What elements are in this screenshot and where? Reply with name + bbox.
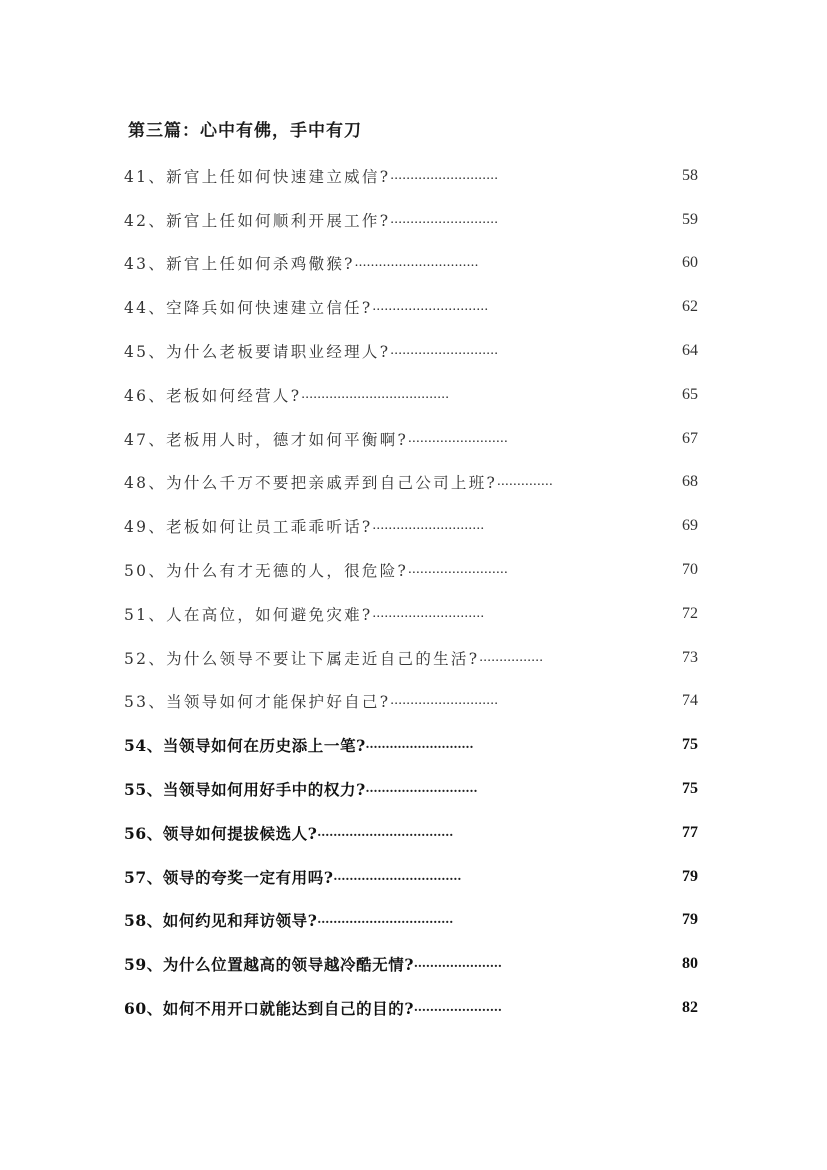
toc-entry-title: 48、为什么千万不要把亲戚弄到自己公司上班? <box>124 474 498 493</box>
toc-page-number: 75 <box>682 736 698 754</box>
toc-entry[interactable] <box>124 986 700 1030</box>
toc-page-number: 59 <box>682 210 698 228</box>
toc-entry-title: 51、人在高位，如何避免灾难? <box>124 605 373 624</box>
toc-entry[interactable] <box>124 373 700 417</box>
toc-leader-dots: ........................... <box>390 343 499 359</box>
toc-entry[interactable] <box>124 811 700 855</box>
toc-leader-dots: ............................ <box>372 605 485 621</box>
toc-entry-title: 49、老板如何让员工乖乖听话? <box>124 518 373 537</box>
toc-entry[interactable] <box>124 723 700 767</box>
toc-entry[interactable] <box>124 285 700 329</box>
toc-leader-dots: ........................... <box>390 693 499 709</box>
toc-page-number: 82 <box>682 999 698 1017</box>
toc-page-number: 74 <box>682 692 698 710</box>
toc-entry-title: 54、当领导如何在历史添上一笔? <box>124 736 366 756</box>
toc-entry-title: 52、为什么领导不要让下属走近自己的生活? <box>124 649 480 668</box>
toc-entry-title: 43、新官上任如何杀鸡儆猴? <box>124 255 355 274</box>
toc-leader-dots: ............................... <box>354 255 479 271</box>
toc-page-number: 73 <box>682 648 698 666</box>
toc-page-number: 60 <box>682 254 698 272</box>
toc-entry[interactable] <box>124 504 700 548</box>
toc-leader-dots: .............. <box>497 474 554 490</box>
toc-entry[interactable] <box>124 942 700 986</box>
toc-page-number: 67 <box>682 429 698 447</box>
toc-leader-dots: ........................... <box>390 211 499 227</box>
toc-entry[interactable] <box>124 855 700 899</box>
toc-leader-dots: .................................. <box>317 824 454 840</box>
toc-leader-dots: ............................ <box>372 518 485 534</box>
toc-leader-dots: ...................... <box>414 1000 503 1016</box>
toc-entry-title: 44、空降兵如何快速建立信任? <box>124 299 373 318</box>
toc-page-number: 62 <box>682 298 698 316</box>
toc-leader-dots: ...................... <box>414 956 503 972</box>
toc-entry[interactable] <box>124 636 700 680</box>
toc-entry-title: 53、当领导如何才能保护好自己? <box>124 693 391 712</box>
toc-entry-title: 50、为什么有才无德的人，很危险? <box>124 562 409 581</box>
toc-entry[interactable] <box>124 417 700 461</box>
toc-entry-title: 42、新官上任如何顺利开展工作? <box>124 211 391 230</box>
toc-entry[interactable] <box>124 329 700 373</box>
toc-entry[interactable] <box>124 198 700 242</box>
toc-page-number: 70 <box>682 561 698 579</box>
toc-leader-dots: ............................. <box>372 299 489 315</box>
toc-leader-dots: ........................... <box>390 167 499 183</box>
toc-page-number: 68 <box>682 473 698 491</box>
toc-page-number: 79 <box>682 867 698 885</box>
toc-entry[interactable] <box>124 461 700 505</box>
toc-entry-title: 45、为什么老板要请职业经理人? <box>124 343 391 362</box>
table-of-contents <box>124 154 700 1030</box>
toc-leader-dots: .................................. <box>317 912 454 928</box>
toc-page-number: 75 <box>682 780 698 798</box>
toc-entry-title: 55、当领导如何用好手中的权力? <box>124 780 366 800</box>
toc-entry-title: 41、新官上任如何快速建立威信? <box>124 167 391 186</box>
toc-entry[interactable] <box>124 548 700 592</box>
toc-entry[interactable] <box>124 680 700 724</box>
toc-leader-dots: ............................ <box>365 781 478 797</box>
toc-leader-dots: ..................................... <box>301 386 450 402</box>
toc-page-number: 72 <box>682 604 698 622</box>
toc-leader-dots: ........................... <box>365 737 474 753</box>
toc-entry[interactable] <box>124 899 700 943</box>
toc-page-number: 64 <box>682 342 698 360</box>
toc-page-number: 77 <box>682 823 698 841</box>
toc-entry-title: 47、老板用人时，德才如何平衡啊? <box>124 430 409 449</box>
toc-entry-title: 46、老板如何经营人? <box>124 386 302 405</box>
toc-leader-dots: ................ <box>479 649 544 665</box>
toc-entry-title: 57、领导的夸奖一定有用吗? <box>124 867 334 887</box>
toc-entry-title: 56、领导如何提拔候选人? <box>124 823 318 843</box>
toc-page-number: 58 <box>682 166 698 184</box>
toc-entry[interactable] <box>124 242 700 286</box>
toc-page-number: 79 <box>682 911 698 929</box>
toc-leader-dots: ......................... <box>408 562 509 578</box>
toc-entry-title: 59、为什么位置越高的领导越冷酷无情? <box>124 955 415 975</box>
toc-entry[interactable] <box>124 767 700 811</box>
toc-leader-dots: ......................... <box>408 430 509 446</box>
toc-page-number: 65 <box>682 385 698 403</box>
toc-entry[interactable] <box>124 592 700 636</box>
toc-entry[interactable] <box>124 154 700 198</box>
toc-entry-title: 60、如何不用开口就能达到自己的目的? <box>124 999 415 1019</box>
section-title: 第三篇：心中有佛，手中有刀 <box>128 121 362 141</box>
toc-entry-title: 58、如何约见和拜访领导? <box>124 911 318 931</box>
toc-page-number: 69 <box>682 517 698 535</box>
toc-leader-dots: ................................ <box>333 868 462 884</box>
toc-page-number: 80 <box>682 955 698 973</box>
